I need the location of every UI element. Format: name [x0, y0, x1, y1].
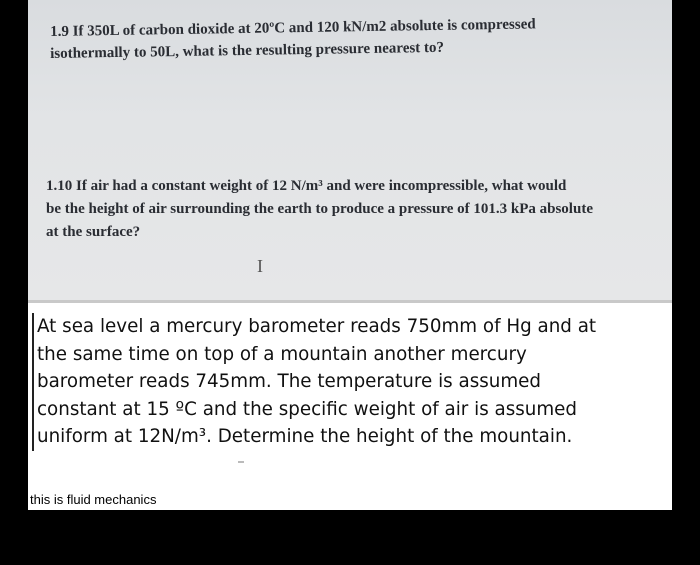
- mountain-problem-text: [32, 313, 673, 451]
- question-1-10-line-3: at the surface?: [46, 224, 141, 240]
- mountain-problem-line: the same time on top of a mountain another mercury: [37, 343, 527, 365]
- question-1-10-line-1: 1.10 If air had a constant weight of 12 N/m³ and were incompressible, what would: [46, 178, 567, 194]
- question-photo: [28, 0, 672, 300]
- question-1-10-line-2: be the height of air surrounding the earth to produce a pressure of 101.3 kPa absolute: [46, 201, 593, 217]
- question-1-9-line-2: isothermally to 50L, what is the resulting pressure nearest to?: [50, 39, 445, 62]
- note-bar: [28, 472, 672, 510]
- mountain-problem-line: uniform at 12N/m³. Determine the height of the mountain.: [37, 426, 573, 447]
- mountain-problem-line: barometer reads 745mm. The temperature is assumed: [37, 371, 541, 392]
- question-1-9-line-1: 1.9 If 350L of carbon dioxide at 20ºC and 120 kN/m2 absolute is compressed: [50, 16, 536, 40]
- mountain-problem-line: constant at 15 ºC and the specific weight of air is assumed: [37, 398, 578, 420]
- text-cursor-icon: I: [257, 256, 263, 276]
- mountain-problem-line: At sea level a mercury barometer reads 750mm of Hg and at: [37, 316, 597, 337]
- note-text: this is fluid mechanics: [30, 492, 157, 507]
- mountain-problem-panel: [28, 300, 672, 472]
- divider-mark: [238, 461, 244, 463]
